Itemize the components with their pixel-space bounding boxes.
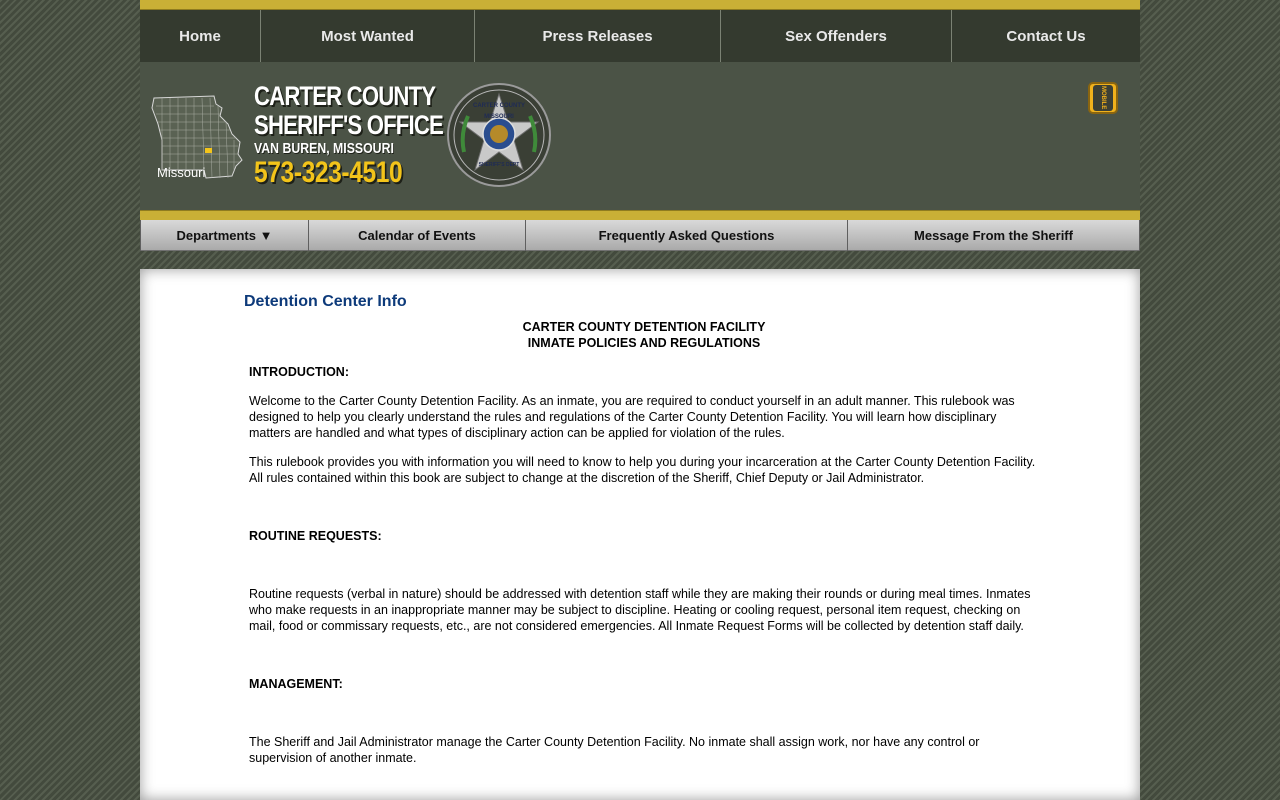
doc-title-2: INMATE POLICIES AND REGULATIONS [527, 336, 761, 350]
sub-nav-sheriff-message[interactable]: Message From the Sheriff [848, 220, 1140, 251]
mobile-site-button[interactable] [1088, 82, 1118, 114]
map-label: Missouri [157, 165, 206, 180]
top-nav [140, 10, 1140, 62]
title-city: VAN BUREN, MISSOURI [254, 140, 394, 157]
top-nav-most-wanted[interactable]: Most Wanted [261, 10, 475, 62]
main-content [140, 269, 1140, 800]
doc-title-1: CARTER COUNTY DETENTION FACILITY [522, 320, 766, 334]
management-heading: MANAGEMENT: [249, 677, 343, 691]
intro-heading: INTRODUCTION: [249, 365, 349, 379]
top-nav-press-releases[interactable]: Press Releases [475, 10, 721, 62]
sub-nav [140, 220, 1140, 251]
title-office: SHERIFF'S OFFICE [254, 110, 443, 140]
sheriff-badge-icon [446, 82, 552, 188]
page-title: Detention Center Info [244, 293, 407, 310]
sub-nav-faq[interactable]: Frequently Asked Questions [526, 220, 848, 251]
intro-paragraph-1: Welcome to the Carter County Detention Facility. As an inmate, you are required to conduct yourself in an adult manner. This rulebook was designed to help you clearly understand the rules and regulations of the Carter County Detention Facility. You will learn how disciplinary matters are handled and what types of disciplinary action can be applied for violation of the rules. [249, 394, 1015, 440]
phone-number: 573-323-4510 [254, 156, 403, 189]
svg-text:CARTER COUNTY: CARTER COUNTY [473, 103, 525, 109]
header-gold-bar [140, 210, 1140, 220]
svg-text:SHERIFF'S DEPT: SHERIFF'S DEPT [478, 162, 520, 168]
management-paragraph: The Sheriff and Jail Administrator manage the Carter County Detention Facility. No inmate shall assign work, nor have any control or supervision of another inmate. [249, 735, 980, 765]
site-container [140, 0, 1140, 800]
intro-paragraph-2: This rulebook provides you with information you will need to know to help you during your incarceration at the Carter County Detention Facility. All rules contained within this book are subject to change at the discretion of the Sheriff, Chief Deputy or Jail Administrator. [249, 455, 1036, 485]
sub-nav-calendar[interactable]: Calendar of Events [309, 220, 526, 251]
policy-document [249, 319, 1039, 766]
top-nav-sex-offenders[interactable]: Sex Offenders [721, 10, 952, 62]
routine-requests-paragraph: Routine requests (verbal in nature) should be addressed with detention staff while they are making their rounds or during meal times. Inmates who make requests in an inappropriate manner may be subject to discipline. Heating or cooling request, personal item request, checking on mail, food or commissary requests, etc., are not considered emergencies. All Inmate Request Forms will be collected by detention staff daily. [249, 587, 1031, 633]
mobile-phone-icon: MOBILE [1093, 85, 1113, 111]
top-nav-home[interactable]: Home [140, 10, 261, 62]
site-header [140, 62, 1140, 210]
top-gold-bar [140, 0, 1140, 10]
svg-text:MISSOURI: MISSOURI [484, 114, 514, 120]
sub-nav-departments[interactable]: Departments ▼ [140, 220, 309, 251]
top-nav-contact-us[interactable]: Contact Us [1006, 27, 1086, 45]
title-county: CARTER COUNTY [254, 81, 436, 111]
routine-requests-heading: ROUTINE REQUESTS: [249, 529, 382, 543]
